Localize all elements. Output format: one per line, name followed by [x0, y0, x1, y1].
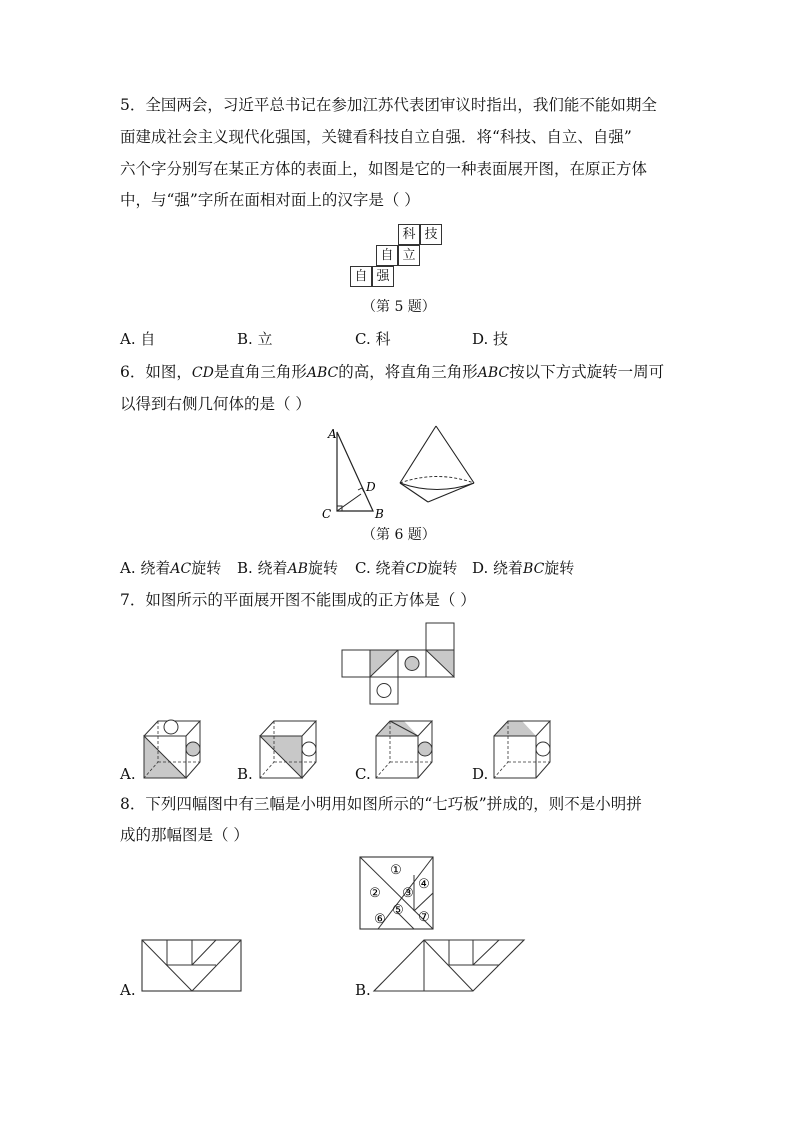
label-b: B: [375, 507, 384, 520]
cube-option-d-figure[interactable]: [490, 716, 555, 780]
q8-line-1: 8．下列四幅图中有三幅是小明用如图所示的“七巧板”拼成的，则不是小明拼: [120, 795, 642, 813]
q6-option-b[interactable]: B. 绕着AB旋转: [237, 559, 338, 577]
q5-line-1: 5．全国两会，习近平总书记在参加江苏代表团审议时指出，我们能不能如期全: [120, 96, 657, 114]
q6-option-c[interactable]: C. 绕着CD旋转: [355, 559, 458, 577]
q7-option-c[interactable]: C.: [355, 765, 371, 783]
tangram-piece-2: ②: [369, 886, 381, 901]
q7-option-d[interactable]: D.: [472, 765, 489, 783]
q6-line-1: 6．如图，CD是直角三角形ABC的高，将直角三角形ABC按以下方式旋转一周可: [120, 363, 665, 381]
q8-option-b[interactable]: B.: [355, 981, 371, 999]
cube-net-pattern-figure: [340, 620, 460, 708]
q6-caption: （第 6 题）: [362, 527, 436, 543]
tangram-piece-3: ③: [402, 886, 414, 901]
q5-option-d[interactable]: D. 技: [472, 330, 509, 348]
q7-option-b[interactable]: B.: [237, 765, 253, 783]
label-a: A: [328, 427, 337, 441]
tangram-option-b-figure[interactable]: [372, 938, 526, 994]
q5-line-4: 中，与“强”字所在面相对面上的汉字是（ ）: [120, 191, 420, 209]
q5-line-3: 六个字分别写在某正方体的表面上，如图是它的一种表面展开图，在原正方体: [120, 160, 648, 178]
net-cell-qiang: 强: [372, 266, 394, 287]
cube-option-a-figure[interactable]: [140, 716, 205, 780]
q6-option-d[interactable]: D. 绕着BC旋转: [472, 559, 575, 577]
q8-option-a[interactable]: A.: [120, 981, 136, 999]
label-c: C: [322, 507, 332, 520]
tangram-piece-6: ⑥: [374, 912, 386, 927]
tangram-option-a-figure[interactable]: [140, 938, 244, 994]
tangram-piece-5: ⑤: [392, 903, 404, 918]
net-cell-ke: 科: [398, 224, 420, 245]
q8-line-2: 成的那幅图是（ ）: [120, 826, 249, 844]
q5-option-b[interactable]: B. 立: [237, 330, 273, 348]
net-cell-zi-2: 自: [350, 266, 372, 287]
tangram-piece-7: ⑦: [418, 910, 430, 925]
q5-option-a[interactable]: A. 自: [120, 330, 156, 348]
q7-option-a[interactable]: A.: [120, 765, 136, 783]
net-cell-ji: 技: [420, 224, 442, 245]
cube-option-c-figure[interactable]: [372, 716, 437, 780]
tangram-piece-1: ①: [390, 863, 402, 878]
q6-option-a[interactable]: A. 绕着AC旋转: [120, 559, 222, 577]
q6-line-2: 以得到右侧几何体的是（ ）: [120, 395, 311, 413]
tangram-piece-4: ④: [418, 877, 430, 892]
tangram-figure: [358, 855, 436, 931]
q5-line-2: 面建成社会主义现代化强国，关键看科技自立自强．将“科技、自立、自强”: [120, 128, 632, 146]
net-cell-zi-1: 自: [376, 245, 398, 266]
q5-option-c[interactable]: C. 科: [355, 330, 391, 348]
cube-option-b-figure[interactable]: [256, 716, 321, 780]
net-cell-li: 立: [398, 245, 420, 266]
triangle-cone-figure: [315, 420, 485, 520]
q7-line-1: 7．如图所示的平面展开图不能围成的正方体是（ ）: [120, 591, 476, 609]
cube-net-figure: [350, 224, 450, 290]
q5-caption: （第 5 题）: [362, 299, 436, 315]
label-d: D: [366, 480, 376, 494]
